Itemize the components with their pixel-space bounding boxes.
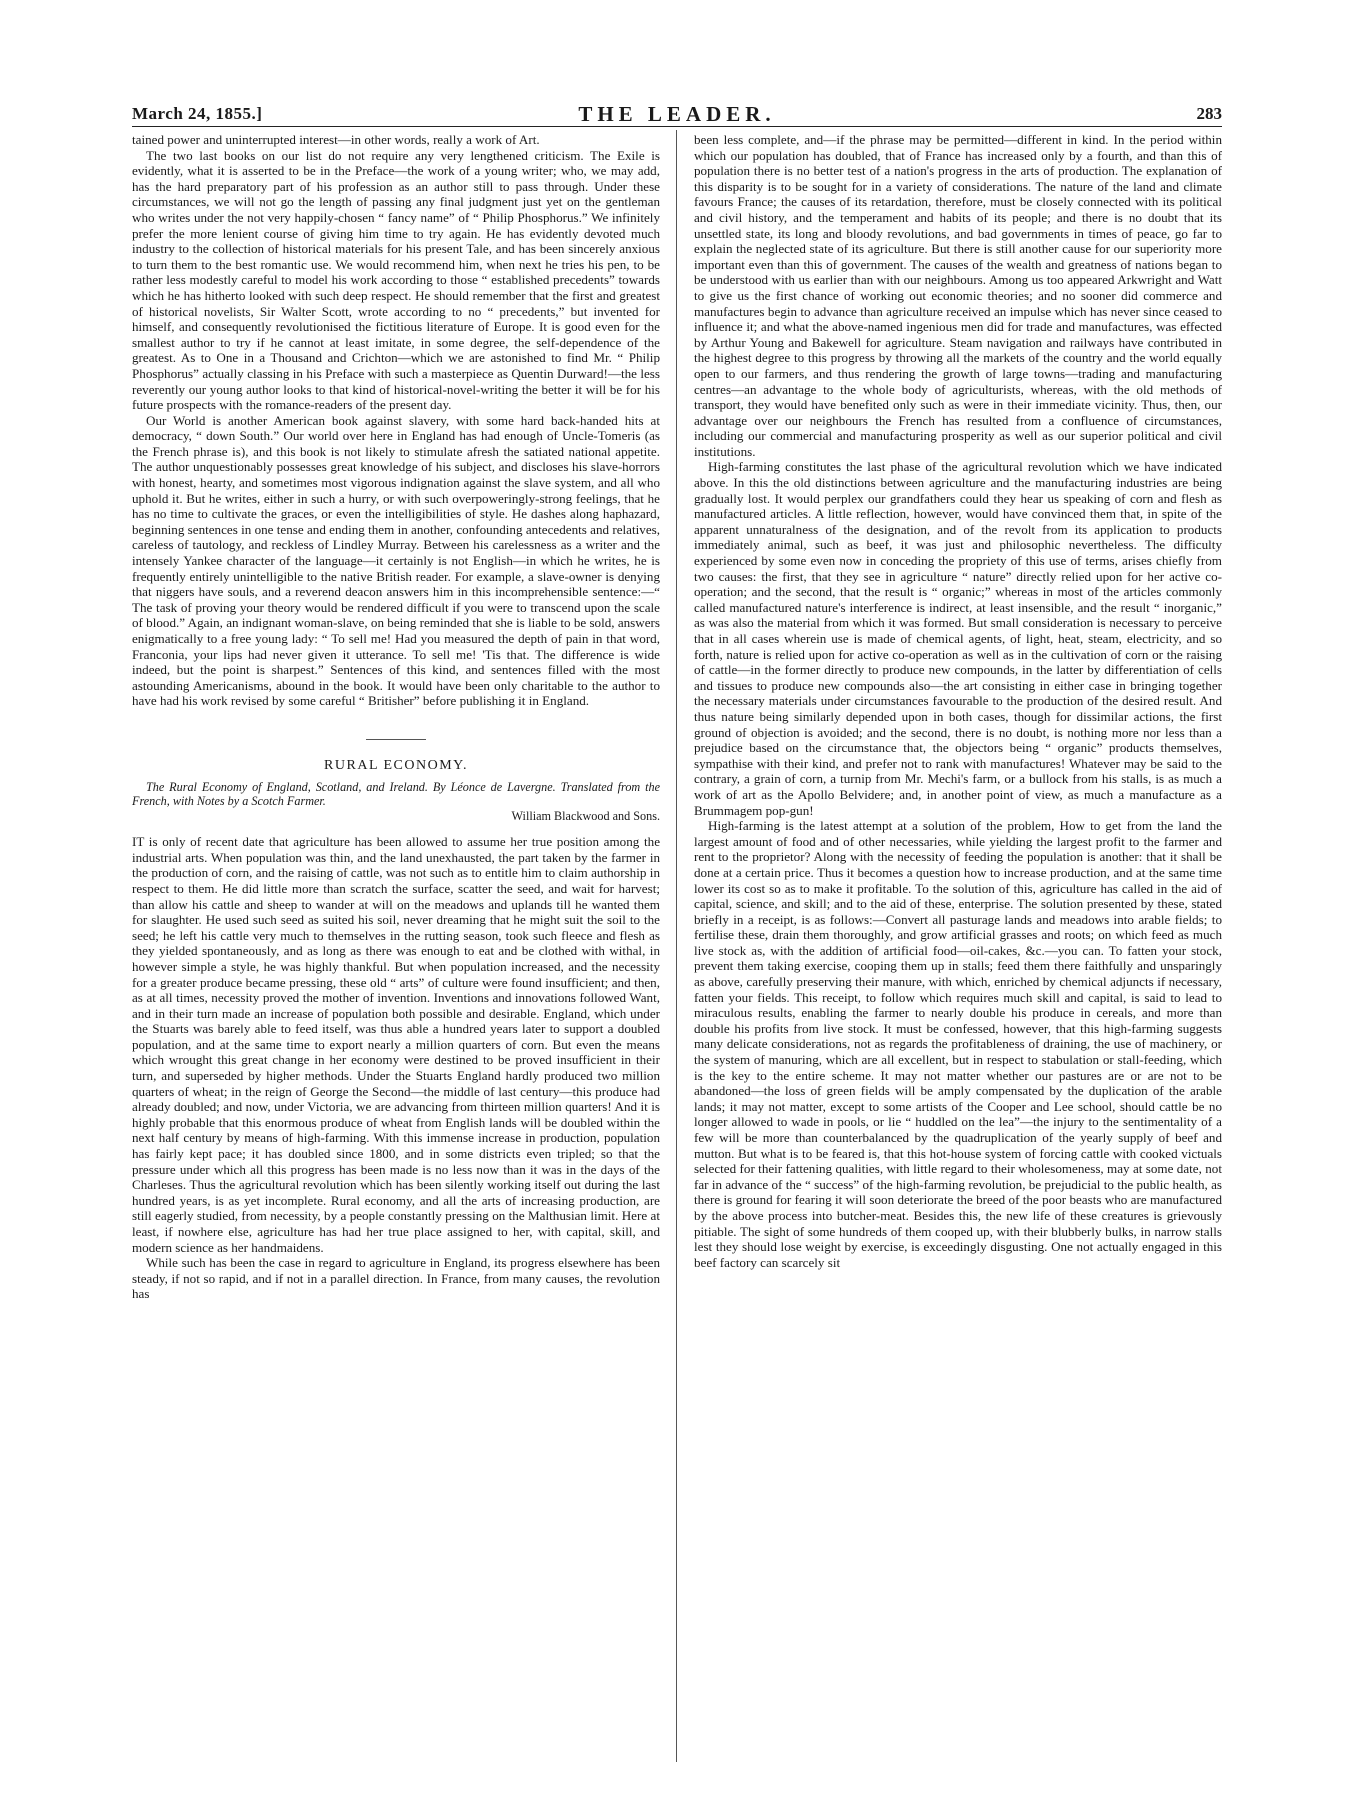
paragraph: High-farming is the latest attempt at a solution of the problem, How to get from the land the largest amount of food and of other necessaries, while yielding the largest profit to the farmer and rent to the proprietor? Along with the necessity of feeding the population is another: that it shall be done at a certain price. Thus it becomes a question how to increase production, and at the same time lower its cost so as to make it profitable. To the solution of this, agriculture has called in the aid of capital, science, and skill; and to the aid of these, enterprise. The solution presented by these, stated briefly in a receipt, is as follows:—Convert all pasturage lands and meadows into arable fields; to fertilise these, drain them thoroughly, and grow artificial grasses and roots; on which feed as much live stock as, with the addition of artificial food—oil-cakes, &c.—you can. To fatten your stock, prevent them taking exercise, cooping them up in stalls; feed them there faithfully and unsparingly as above, carefully preserving their manure, with which, enriched by chemical adjuncts if necessary, fatten your fields. This receipt, to follow which requires much skill and capital, is said to lead to miraculous results, enabling the farmer to nearly double his produce in cereals, and more than double his profits from live stock. It must be confessed, however, that this high-farming suggests many delicate considerations, not as regards the profitableness of draining, the use of machinery, or the system of manuring, which are all excellent, but in respect to stabulation or stall-feeding, which is the key to the entire scheme. It may not matter whether our pastures are or are not to be abandoned—the loss of green fields will be amply compensated by the duplication of the arable lands; it may not matter, except to some artists of the Cooper and Lee school, should cattle be no longer allowed to wade in pools, or lie “ huddled on the lea”—the injury to the sentimentality of a few will be more than counterbalanced by the quadruplication of the yearly supply of beef and mutton. But what is to be feared is, that this hot-house system of forcing cattle with cooked victuals selected for their fattening qualities, with little regard to their wholesomeness, may at some date, not far in advance of the “ success” of the high-farming revolution, be prejudicial to the public health, as there is ground for fearing it will soon deteriorate the breed of the poor beasts who are manufactured by the above process into butcher-meat. Besides this, the new life of these creatures is grievously pitiable. The sight of some hundreds of them cooped up, with their blubberly bulks, in narrow stalls lest they should lose weight by exercise, is exceedingly disgusting. One not actually engaged in this beef factory can scarcely sit bbox=[694, 818, 1222, 1270]
paragraph: been less complete, and—if the phrase may be permitted—different in kind. In the period within which our population has doubled, that of France has increased only by a fourth, and than this of population there is no better test of a nation's progress in the arts of production. The explanation of this disparity is to be sought for in a variety of considerations. The nature of the land and climate favours France; the causes of its retardation, therefore, must be closely connected with its political and civil history, and the temperament and habits of its people; and there is no doubt that its unsettled state, its long and bloody revolutions, and bad governments in times of peace, go far to explain the neglected state of its agriculture. But there is still another cause for our superiority more important even than this of government. The causes of the wealth and greatness of nations began to be understood with us earlier than with our neighbours. Among us too appeared Arkwright and Watt to give us the first chance of working out economic theories; and no sooner did commerce and manufactures begin to advance than agriculture received an impulse which has never since ceased to influence it; and what the above-named ingenious men did for trade and manufactures, was effected by Arthur Young and Bakewell for agriculture. Steam navigation and railways have contributed in the highest degree to this progress by throwing all the markets of the country and the world equally open to our farmers, and thus rendering the growth of large towns—trading and manufacturing centres—an advantage to the whole body of agriculturists, whereas, with the old methods of transport, they would have benefited only such as were in their immediate vicinity. Thus, then, our advantage over our neighbours the French has resulted from a confluence of circumstances, including our commercial and manufacturing prosperity as well as our superior political and civil institutions. bbox=[694, 132, 1222, 459]
newspaper-page bbox=[132, 102, 1222, 1762]
section-heading: RURAL ECONOMY. bbox=[324, 757, 468, 773]
right-column bbox=[694, 132, 1222, 1270]
paragraph: Our World is another American book against slavery, with some hard back-handed hits at democracy, “ down South.” Our world over here in England has had enough of Uncle-Tomeris (as the French phrase is), and this book is not likely to stimulate afresh the satiated national appetite. The author unquestionably possesses great knowledge of his subject, and discloses his slave-horrors with honest, hearty, and sometimes most vigorous indignation against the slave system, and all who uphold it. But he writes, either in such a hurry, or with such overpoweringly-strong feelings, that he has no time to cultivate the graces, or even the intelligibilities of style. He dashes along haphazard, beginning sentences in one tense and ending them in another, confounding antecedents and relatives, careless of tautology, and reckless of Lindley Murray. Between his carelessness as a writer and the intensely Yankee character of the language—it certainly is not English—in which he writes, he is frequently entirely unintelligible to the native British reader. For example, a slave-owner is denying that niggers have souls, and a reverend deacon answers him in this incomprehensible sentence:—“ The task of proving your theory would be rendered difficult if you were to transcend upon the scale of blood.” Again, an indignant woman-slave, on being reminded that she is liable to be sold, answers enigmatically to a free young lady: “ To sell me! Had you measured the depth of pain in that word, Franconia, your lips had never given it utterance. To sell me! 'Tis that. The difference is wide indeed, but the point is sharpest.” Sentences of this kind, and sentences filled with the most astounding Americanisms, abound in the book. It would have been only charitable to the author to have had his work revised by some careful “ Britisher” before publishing it in England. bbox=[132, 412, 661, 709]
review-publisher: William Blackwood and Sons. bbox=[511, 808, 660, 823]
paragraph: tained power and uninterrupted interest—in other words, really a work of Art. bbox=[132, 132, 540, 147]
section-separator bbox=[366, 739, 426, 740]
page-number: 283 bbox=[1196, 104, 1222, 123]
paragraph: The two last books on our list do not require any very lengthened criticism. The Exile is evidently, what it is asserted to be in the Preface—the work of a young writer; who, we may add, has the hard preparatory part of his profession as an author still to pass through. Under these circumstances, we will not go the length of passing any final judgment just yet on the gentleman who writes under the not very happily-chosen “ fancy name” of “ Philip Phosphorus.” We infinitely prefer the more lenient course of giving him time to try again. He has evidently devoted much industry to the collection of historical materials for his present Tale, and has been sincerely anxious to turn them to the best romantic use. We would recommend him, when next he tries his pen, to be rather less modestly careful to model his work according to those “ established precedents” towards which he has hitherto looked with such deep respect. He should remember that the first and greatest of historical novelists, Sir Walter Scott, wrote according to no “ precedents,” but invented for himself, and consequently revolutionised the fictitious literature of Europe. It is good even for the smallest author to try if he cannot at least imitate, in some degree, the self-dependence of the greatest. As to One in a Thousand and Crichton—which we are astonished to find Mr. “ Philip Phosphorus” actually classing in his Preface with such a masterpiece as Quentin Durward!—the less reverently our young author looks to that kind of historical-novel-writing the better it will be for his future prospects with the romance-readers of the present day. bbox=[132, 147, 660, 413]
newspaper-title: THE LEADER. bbox=[578, 102, 776, 126]
issue-date: March 24, 1855.] bbox=[132, 104, 263, 123]
review-citation: The Rural Economy of England, Scotland, and Ireland. By Léonce de Lavergne. Translated from the French, with Notes by a Scotch Farmer. bbox=[132, 779, 660, 809]
left-column bbox=[132, 132, 660, 1302]
masthead bbox=[132, 102, 1222, 127]
column-divider bbox=[676, 130, 677, 1762]
paragraph: High-farming constitutes the last phase of the agricultural revolution which we have indicated above. In this the old distinctions between agriculture and the manufacturing industries are being gradually lost. It would perplex our grandfathers could they hear us speaking of corn and flesh as manufactured articles. A little reflection, however, would have convinced them that, in spite of the apparent unnaturalness of the designation, and of the revolt from its application to products immediately animal, such as beef, it was just and philosophic nevertheless. The difficulty experienced by some even now in conceding the propriety of this use of terms, arises chiefly from two causes: the first, that they see in agriculture “ nature” directly relied upon for her active co-operation; and the second, that the result is “ organic;” whereas in most of the articles commonly called manufactured nature's interference is indirect, at least insensible, and the result “ inorganic,” as was also the material from which it was formed. But small consideration is necessary to perceive that in all cases wherein use is made of chemical agents, of light, heat, steam, electricity, and so forth, nature is relied upon for active co-operation as well as in the cultivation of corn or the raising of cattle—in the former directly to produce new compounds, in the latter by differentiation of cells and tissues to produce new compounds also—the art consisting in either case in bringing together the necessary materials under circumstances favourable to the production of the desired result. And thus nature being similarly depended upon in both cases, though for dissimilar actions, the first ground of objection is avoided; and the second, there is no doubt, is nothing more nor less than a prejudice based on the circumstance that, the objectors being “ organic” products themselves, sympathise with their kind, and prefer not to rank with manufactures! Whatever may be said to the contrary, a grain of corn, a turnip from Mr. Mechi's farm, or a bullock from his stalls, is as much a work of art as the Apollo Belvidere; and, in another point of view, as much a manufacture as a Brummagem pop-gun! bbox=[694, 459, 1222, 818]
paragraph: IT is only of recent date that agriculture has been allowed to assume her true position among the industrial arts. When population was thin, and the land unexhausted, the part taken by the farmer in the production of corn, and the raising of cattle, was not such as to entitle him to claim authorship in respect to them. He did little more than scratch the surface, scatter the seed, and wait for harvest; than allow his cattle and sheep to wander at will on the meadows and uplands till he wanted them for slaughter. He used such seed as suited his soil, never dreaming that he might suit the soil to the seed; he left his cattle very much to themselves in the rutting season, took such fleece and flesh as they yielded spontaneously, and as long as there was enough to eat and be clothed with withal, in however simple a style, he was highly thankful. But when population increased, and the necessity for a greater produce became pressing, these old “ arts” of culture were found insufficient; and then, as at all times, necessity proved the mother of invention. Inventions and innovations followed Want, and in their turn made an increase of population both possible and desirable. England, which under the Stuarts was barely able to feed itself, was thus able a hundred years later to support a doubled population, and at the same time to export nearly a million quarters of corn. But even the means which wrought this great change in her economy were destined to be proved insufficient in their turn, and superseded by higher methods. Under the Stuarts England hardly produced two million quarters of wheat; in the reign of George the Second—the middle of last century—this produce had already doubled; and now, under Victoria, we are advancing from thirteen million quarters! And it is highly probable that this enormous produce of wheat from English lands will be doubled within the next half century by means of high-farming. With this immense increase in production, population has fairly kept pace; it has doubled since 1800, and in some districts even tripled; so that the pressure under which all this progress has been made is no less now than it was in the days of the Charleses. Thus the agricultural revolution which has been silently working itself out during the last hundred years, is as yet incomplete. Rural economy, and all the arts of increasing production, are still eagerly studied, from necessity, by a people constantly pressing on the Malthusian limit. Here at least, if nowhere else, agriculture has had her true place assigned to her, with capital, skill, and modern science as her handmaidens. bbox=[132, 834, 660, 1255]
paragraph: While such has been the case in regard to agriculture in England, its progress elsewhere has been steady, if not so rapid, and if not in a parallel direction. In France, from many causes, the revolution has bbox=[132, 1255, 660, 1302]
